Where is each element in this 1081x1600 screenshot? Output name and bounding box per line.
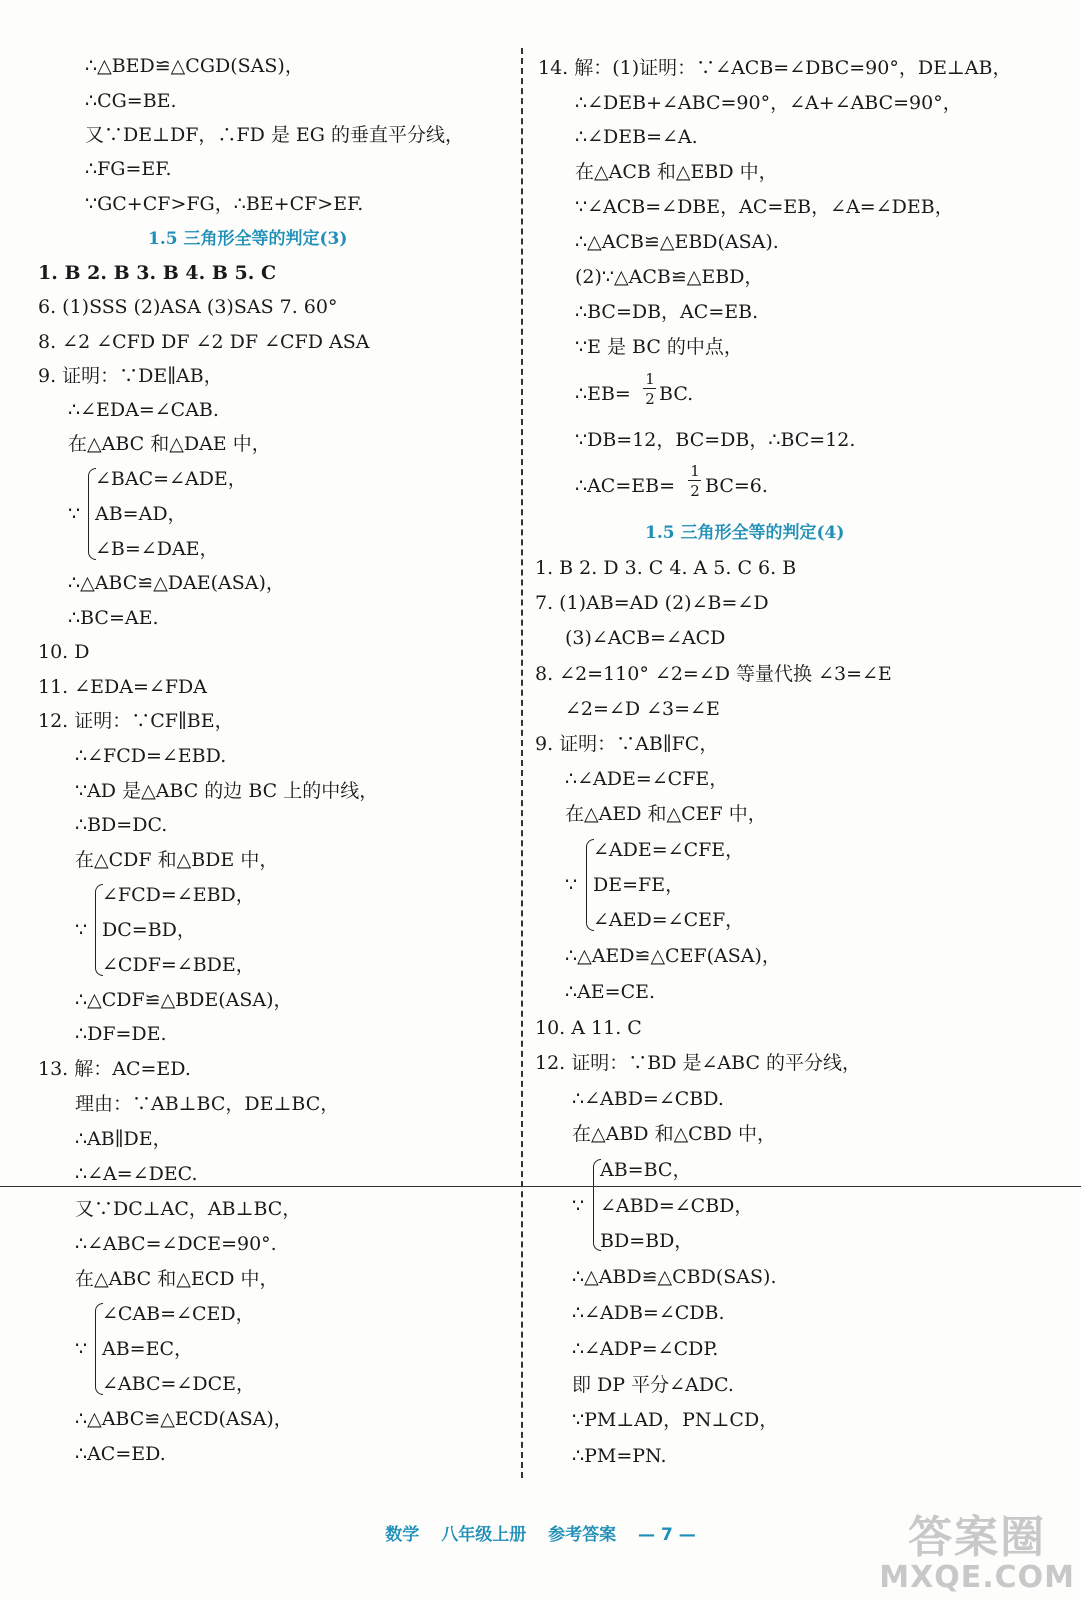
answer-line: ∠AED=∠CEF， xyxy=(593,909,745,931)
answer-line: ∴△ABC≌△DAE(ASA)， xyxy=(68,572,285,594)
answer-line: 又∵DE⊥DF，∴FD 是 EG 的垂直平分线， xyxy=(85,124,464,146)
answer-line: ∴△BED≌△CGD(SAS)， xyxy=(85,55,304,77)
answer-line: AB=BC， xyxy=(600,1159,692,1181)
answer-line: 10. A 11. C xyxy=(535,1017,642,1039)
answer-line: 7. (1)AB=AD (2)∠B=∠D xyxy=(535,592,769,614)
answer-line: ∠ADE=∠CFE， xyxy=(593,839,745,861)
answer-line: ∵AD 是△ABC 的边 BC 上的中线， xyxy=(75,780,379,802)
answer-line: BC=6. xyxy=(705,475,768,497)
answer-line: ∵∠ACB=∠DBE，AC=EB，∠A=∠DEB， xyxy=(575,196,954,218)
answer-line: 在△CDF 和△BDE 中， xyxy=(75,849,279,871)
answer-line: ∴PM=PN. xyxy=(572,1445,667,1467)
answer-line: ∴AC=ED. xyxy=(75,1443,166,1465)
answer-line: BD=BD， xyxy=(600,1230,694,1252)
answer-line: ∴DF=DE. xyxy=(75,1023,167,1045)
answer-line: ∴AC=EB= xyxy=(575,475,676,497)
answer-line: ∠2=∠D ∠3=∠E xyxy=(565,698,720,720)
answer-line: ∴∠ADB=∠CDB. xyxy=(572,1302,725,1324)
answer-line: 8. ∠2=110° ∠2=∠D 等量代换 ∠3=∠E xyxy=(535,663,892,685)
footer-type: 参考答案 xyxy=(548,1525,617,1545)
answer-line: ∵ xyxy=(68,503,81,525)
watermark-url: MXQE.COM xyxy=(879,1560,1075,1595)
answer-line: ∴∠ADP=∠CDP. xyxy=(572,1338,719,1360)
brace xyxy=(586,839,594,931)
answer-line: 14. 解：(1)证明：∵∠ACB=∠DBC=90°，DE⊥AB， xyxy=(538,57,1012,79)
answer-line: ∴BC=DB，AC=EB. xyxy=(575,301,759,323)
answer-line: ∴∠EDA=∠CAB. xyxy=(68,399,219,421)
answer-line: ∵E 是 BC 的中点， xyxy=(575,336,743,358)
brace xyxy=(88,468,96,560)
answer-line: ∵PM⊥AD，PN⊥CD， xyxy=(572,1409,779,1431)
footer-subject: 数学 xyxy=(385,1525,420,1545)
answer-line: 在△ABD 和△CBD 中， xyxy=(572,1123,776,1145)
answer-line: 9. 证明：∵AB∥FC， xyxy=(535,733,719,755)
watermark-logo xyxy=(879,1514,1075,1594)
answer-line: ∴CG=BE. xyxy=(85,90,177,112)
answer-line: ∠B=∠DAE， xyxy=(95,538,219,560)
column-divider xyxy=(521,48,523,1478)
answer-line: ∴BC=AE. xyxy=(68,607,159,629)
answer-line: ∴△ABC≌△ECD(ASA)， xyxy=(75,1408,293,1430)
fraction-numerator: 1 xyxy=(645,370,655,388)
answer-line: DC=BD， xyxy=(102,919,196,941)
answer-line: ∵ xyxy=(75,919,88,941)
answer-line: 9. 证明：∵DE∥AB， xyxy=(38,365,223,387)
answer-line: ∴∠FCD=∠EBD. xyxy=(75,745,227,767)
answer-line: 10. D xyxy=(38,641,90,663)
answer-line: ∴FG=EF. xyxy=(85,158,172,180)
answer-line: ∠ABD=∠CBD， xyxy=(600,1195,754,1217)
fraction-numerator: 1 xyxy=(690,462,700,480)
answer-line: ∠BAC=∠ADE， xyxy=(95,468,247,490)
page-fold-line xyxy=(0,1186,1081,1187)
answer-line: 在△ACB 和△EBD 中， xyxy=(575,161,778,183)
answer-line: ∴BD=DC. xyxy=(75,814,168,836)
answer-line: AB=AD， xyxy=(95,503,187,525)
answer-line: DE=FE， xyxy=(593,874,685,896)
answer-line: 又∵DC⊥AC，AB⊥BC， xyxy=(75,1198,302,1220)
answer-line: ∴△AED≌△CEF(ASA)， xyxy=(565,945,781,967)
section-heading: 1.5 三角形全等的判定(3) xyxy=(148,229,348,249)
answer-line: ∠ABC=∠DCE， xyxy=(102,1373,255,1395)
answer-line: ∵DB=12，BC=DB，∴BC=12. xyxy=(575,429,856,451)
answer-line: ∵GC+CF>FG，∴BE+CF>EF. xyxy=(85,193,364,215)
answer-line: BC. xyxy=(659,383,694,405)
answer-line: ∵ xyxy=(565,874,578,896)
answer-line: ∴EB= xyxy=(575,383,631,405)
fraction-denominator: 2 xyxy=(645,390,655,408)
brace xyxy=(593,1159,601,1251)
answer-line: 在△AED 和△CEF 中， xyxy=(565,803,767,825)
answer-line: ∠CAB=∠CED， xyxy=(102,1303,255,1325)
answer-line: (3)∠ACB=∠ACD xyxy=(565,627,726,649)
answer-line: 6. (1)SSS (2)ASA (3)SAS 7. 60° xyxy=(38,296,338,318)
footer-grade: 八年级上册 xyxy=(441,1525,527,1545)
answer-line: 12. 证明：∵BD 是∠ABC 的平分线， xyxy=(535,1052,862,1074)
fraction-denominator: 2 xyxy=(690,482,700,500)
answer-line: 在△ABC 和△DAE 中， xyxy=(68,433,271,455)
answer-line: ∴∠DEB+∠ABC=90°，∠A+∠ABC=90°， xyxy=(575,92,962,114)
answer-line: ∴∠ADE=∠CFE， xyxy=(565,768,729,790)
answer-line: ∠FCD=∠EBD， xyxy=(102,884,255,906)
answer-line: 1. B 2. D 3. C 4. A 5. C 6. B xyxy=(535,557,797,579)
answer-line: ∴△ABD≌△CBD(SAS). xyxy=(572,1266,777,1288)
answer-line: AB=EC， xyxy=(102,1338,194,1360)
footer-page-number: — 7 — xyxy=(638,1525,696,1545)
answer-line: ∴∠ABD=∠CBD. xyxy=(572,1088,724,1110)
answer-line: ∴∠A=∠DEC. xyxy=(75,1163,198,1185)
answer-line: 在△ABC 和△ECD 中， xyxy=(75,1268,279,1290)
answer-line: 13. 解：AC=ED. xyxy=(38,1058,191,1080)
answer-line: ∠CDF=∠BDE， xyxy=(102,954,255,976)
brace xyxy=(95,1303,103,1395)
answer-line: ∵ xyxy=(75,1338,88,1360)
section-heading: 1.5 三角形全等的判定(4) xyxy=(645,523,845,543)
answer-line: ∴△CDF≌△BDE(ASA)， xyxy=(75,989,293,1011)
answer-line: 8. ∠2 ∠CFD DF ∠2 DF ∠CFD ASA xyxy=(38,331,370,353)
answer-line: 11. ∠EDA=∠FDA xyxy=(38,676,207,698)
answer-line: (2)∵△ACB≌△EBD， xyxy=(575,266,764,288)
answer-line: 1. B 2. B 3. B 4. B 5. C xyxy=(38,262,277,284)
answer-line: ∴∠ABC=∠DCE=90°. xyxy=(75,1233,277,1255)
answer-line: ∴AE=CE. xyxy=(565,981,656,1003)
answer-line: ∴∠DEB=∠A. xyxy=(575,126,698,148)
watermark-text: 答案圈 xyxy=(908,1512,1047,1563)
answer-line: ∴△ACB≌△EBD(ASA). xyxy=(575,231,779,253)
answer-line: ∵ xyxy=(572,1195,585,1217)
answer-line: 即 DP 平分∠ADC. xyxy=(572,1374,734,1396)
brace xyxy=(95,884,103,976)
answer-line: ∴AB∥DE， xyxy=(75,1128,172,1150)
answer-line: 理由：∵AB⊥BC，DE⊥BC， xyxy=(75,1093,340,1115)
answer-line: 12. 证明：∵CF∥BE， xyxy=(38,710,234,732)
